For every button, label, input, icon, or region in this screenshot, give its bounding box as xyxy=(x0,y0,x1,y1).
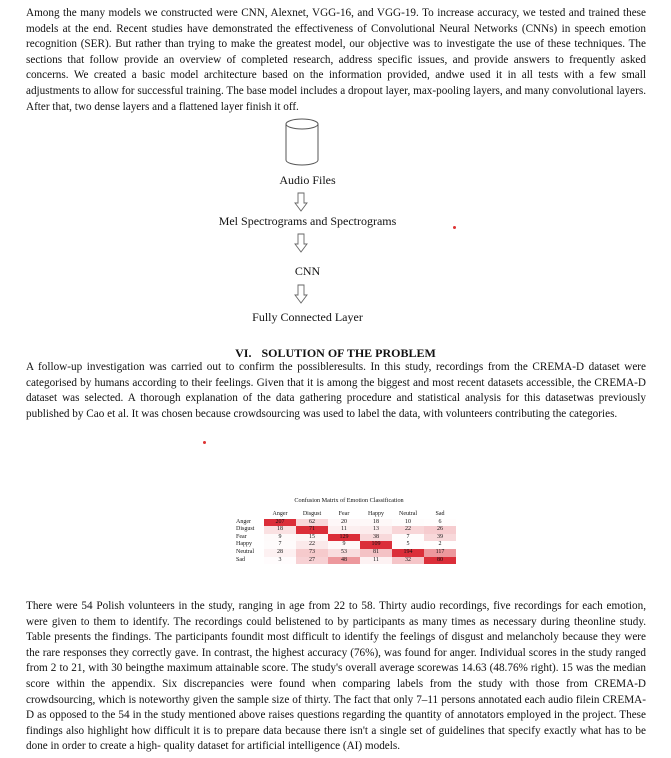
matrix-cell: 26 xyxy=(424,526,456,534)
table-row xyxy=(236,541,456,549)
row-header-neutral: Neutral xyxy=(236,548,254,555)
matrix-cell: 9 xyxy=(328,541,360,549)
matrix-cell: 18 xyxy=(360,519,392,527)
column-header-anger: Anger xyxy=(272,511,288,517)
matrix-cell: 109 xyxy=(360,541,392,549)
matrix-cell: 5 xyxy=(406,541,410,548)
step-mel-spectrograms: Mel Spectrograms and Spectrograms xyxy=(218,214,397,228)
section-heading xyxy=(0,346,671,361)
matrix-cell: 81 xyxy=(360,549,392,557)
table-row xyxy=(236,519,456,527)
step-fully-connected: Fully Connected Layer xyxy=(252,310,363,324)
confusion-matrix-figure xyxy=(236,497,462,587)
row-header-happy: Happy xyxy=(236,541,252,548)
matrix-cell: 129 xyxy=(328,534,360,542)
pipeline-flowchart xyxy=(0,116,671,336)
section-title: SOLUTION OF THE PROBLEM xyxy=(261,346,436,360)
down-arrow-icon xyxy=(294,233,308,253)
matrix-cell: 62 xyxy=(296,519,328,527)
matrix-cell: 194 xyxy=(392,549,424,557)
matrix-cell: 28 xyxy=(264,549,296,557)
column-header-sad: Sad xyxy=(435,511,445,517)
matrix-cell: 48 xyxy=(328,557,360,565)
matrix-cell: 117 xyxy=(424,549,456,557)
down-arrow-icon xyxy=(294,284,308,304)
column-header-fear: Fear xyxy=(338,511,350,517)
matrix-cell: 11 xyxy=(360,557,392,565)
paragraph-models: Among the many models we constructed were CNN, Alexnet, VGG-16, and VGG-19. To increase accuracy, we tested and trained these models at the end. Recent studies have demonstrated the effectiveness of Convolutional Neural Networks (CNNs) in speech emotion recognition (SER). But rather than trying to make the greatest model, our objective was to investigate the use of these techniques. The sections that follow provide an overview of completed research, address specific issues, and provide answers to frequently asked concerns. We created a basic model architecture based on the information provided, andwe used it in all tests with a few small adjustments to allow for successful training. The base model includes a dropout layer, max-pooling layers, and many convolutional layers. After that, two dense layers and a flattened layer finish it off. xyxy=(26,7,646,113)
matrix-cell: 39 xyxy=(424,534,456,542)
stray-red-dot xyxy=(203,441,206,444)
matrix-cell: 3 xyxy=(278,556,282,563)
matrix-cell: 27 xyxy=(296,557,328,565)
matrix-cell: 6 xyxy=(438,518,442,525)
matrix-cell: 32 xyxy=(392,557,424,565)
corner-cell xyxy=(236,511,264,519)
paragraph-study-results: There were 54 Polish volunteers in the study, ranging in age from 22 to 58. Thirty audio recordings, five recordings for each emotion, were given to them to identify. The recordings could belistened to by participants as many times as necessary during theonline study. Table presents the findings. The participants foundit most difficult to identify the feelings of disgust and melancholy because they were the rare responses they correctly gave. In contrast, the highest accuracy (76%), was found for anger. Individual scores in the study ranged from 2 to 21, with 30 beingthe maximum attainable score. The study's overall average scorewas 14.63 (48.76% right). 15 was the median score within the appendix. Six discrepancies were found when comparing labels from the study with those from CREMA-D crowdsourcing, which is noteworthy given the sample size of thirty. The fact that only 7–11 persons annotated each audio filein CREMA-D as opposed to the 54 in the study mentioned above raises questions regarding the quantity of annotators employed in the project. These findings also highlight how difficult it is to prepare data because there isn't a single set of guidelines that specify exactly what has to be done in order to create a high- quality dataset for artificial intelligence (AI) models. xyxy=(26,600,646,753)
matrix-cell: 20 xyxy=(328,519,360,527)
matrix-cell: 11 xyxy=(328,526,360,534)
table-row xyxy=(236,549,456,557)
row-header-anger: Anger xyxy=(236,518,251,525)
row-header-disgust: Disgust xyxy=(236,526,255,533)
matrix-cell: 71 xyxy=(296,526,328,534)
matrix-cell: 80 xyxy=(424,557,456,565)
column-header-happy: Happy xyxy=(368,511,384,517)
matrix-cell: 22 xyxy=(392,526,424,534)
down-arrow-icon xyxy=(294,192,308,212)
column-header-neutral: Neutral xyxy=(399,511,417,517)
confusion-matrix-title: Confusion Matrix of Emotion Classification xyxy=(294,497,404,504)
matrix-cell: 22 xyxy=(296,541,328,549)
paragraph-followup: A follow-up investigation was carried out to confirm the possibleresults. In this study, recordings from the CREMA-D dataset were categorised by humans according to their feelings. Given that it is among the biggest and most recent datasets accessible, the CREMA-D dataset was selected. A thorough explanation of the data gathering procedure and statistical analysis for this datasetwas previously published by Cao et al. It was chosen because crowdsourcing was used to label the data, with volunteers contributing the categories. xyxy=(26,361,646,420)
confusion-matrix-header-row xyxy=(236,511,456,519)
database-cylinder-icon xyxy=(285,118,319,166)
step-audio-files: Audio Files xyxy=(279,173,336,187)
matrix-cell: 9 xyxy=(264,534,296,542)
step-cnn: CNN xyxy=(294,264,321,278)
row-header-sad: Sad xyxy=(236,556,245,563)
matrix-cell: 18 xyxy=(264,526,296,534)
matrix-cell: 7 xyxy=(406,533,410,540)
table-row xyxy=(236,534,456,542)
matrix-cell: 10 xyxy=(405,518,411,525)
matrix-cell: 207 xyxy=(264,519,296,527)
matrix-cell: 15 xyxy=(296,534,328,542)
matrix-cell: 2 xyxy=(438,541,442,548)
table-row xyxy=(236,557,456,565)
column-header-disgust: Disgust xyxy=(302,511,322,517)
stray-red-dot xyxy=(453,226,456,229)
table-row xyxy=(236,526,456,534)
matrix-cell: 38 xyxy=(360,534,392,542)
section-number: VI. xyxy=(235,346,252,360)
matrix-cell: 73 xyxy=(296,549,328,557)
matrix-cell: 53 xyxy=(328,549,360,557)
matrix-cell: 13 xyxy=(360,526,392,534)
confusion-matrix-table xyxy=(236,511,456,564)
row-header-fear: Fear xyxy=(236,533,247,540)
matrix-cell: 7 xyxy=(278,541,282,548)
